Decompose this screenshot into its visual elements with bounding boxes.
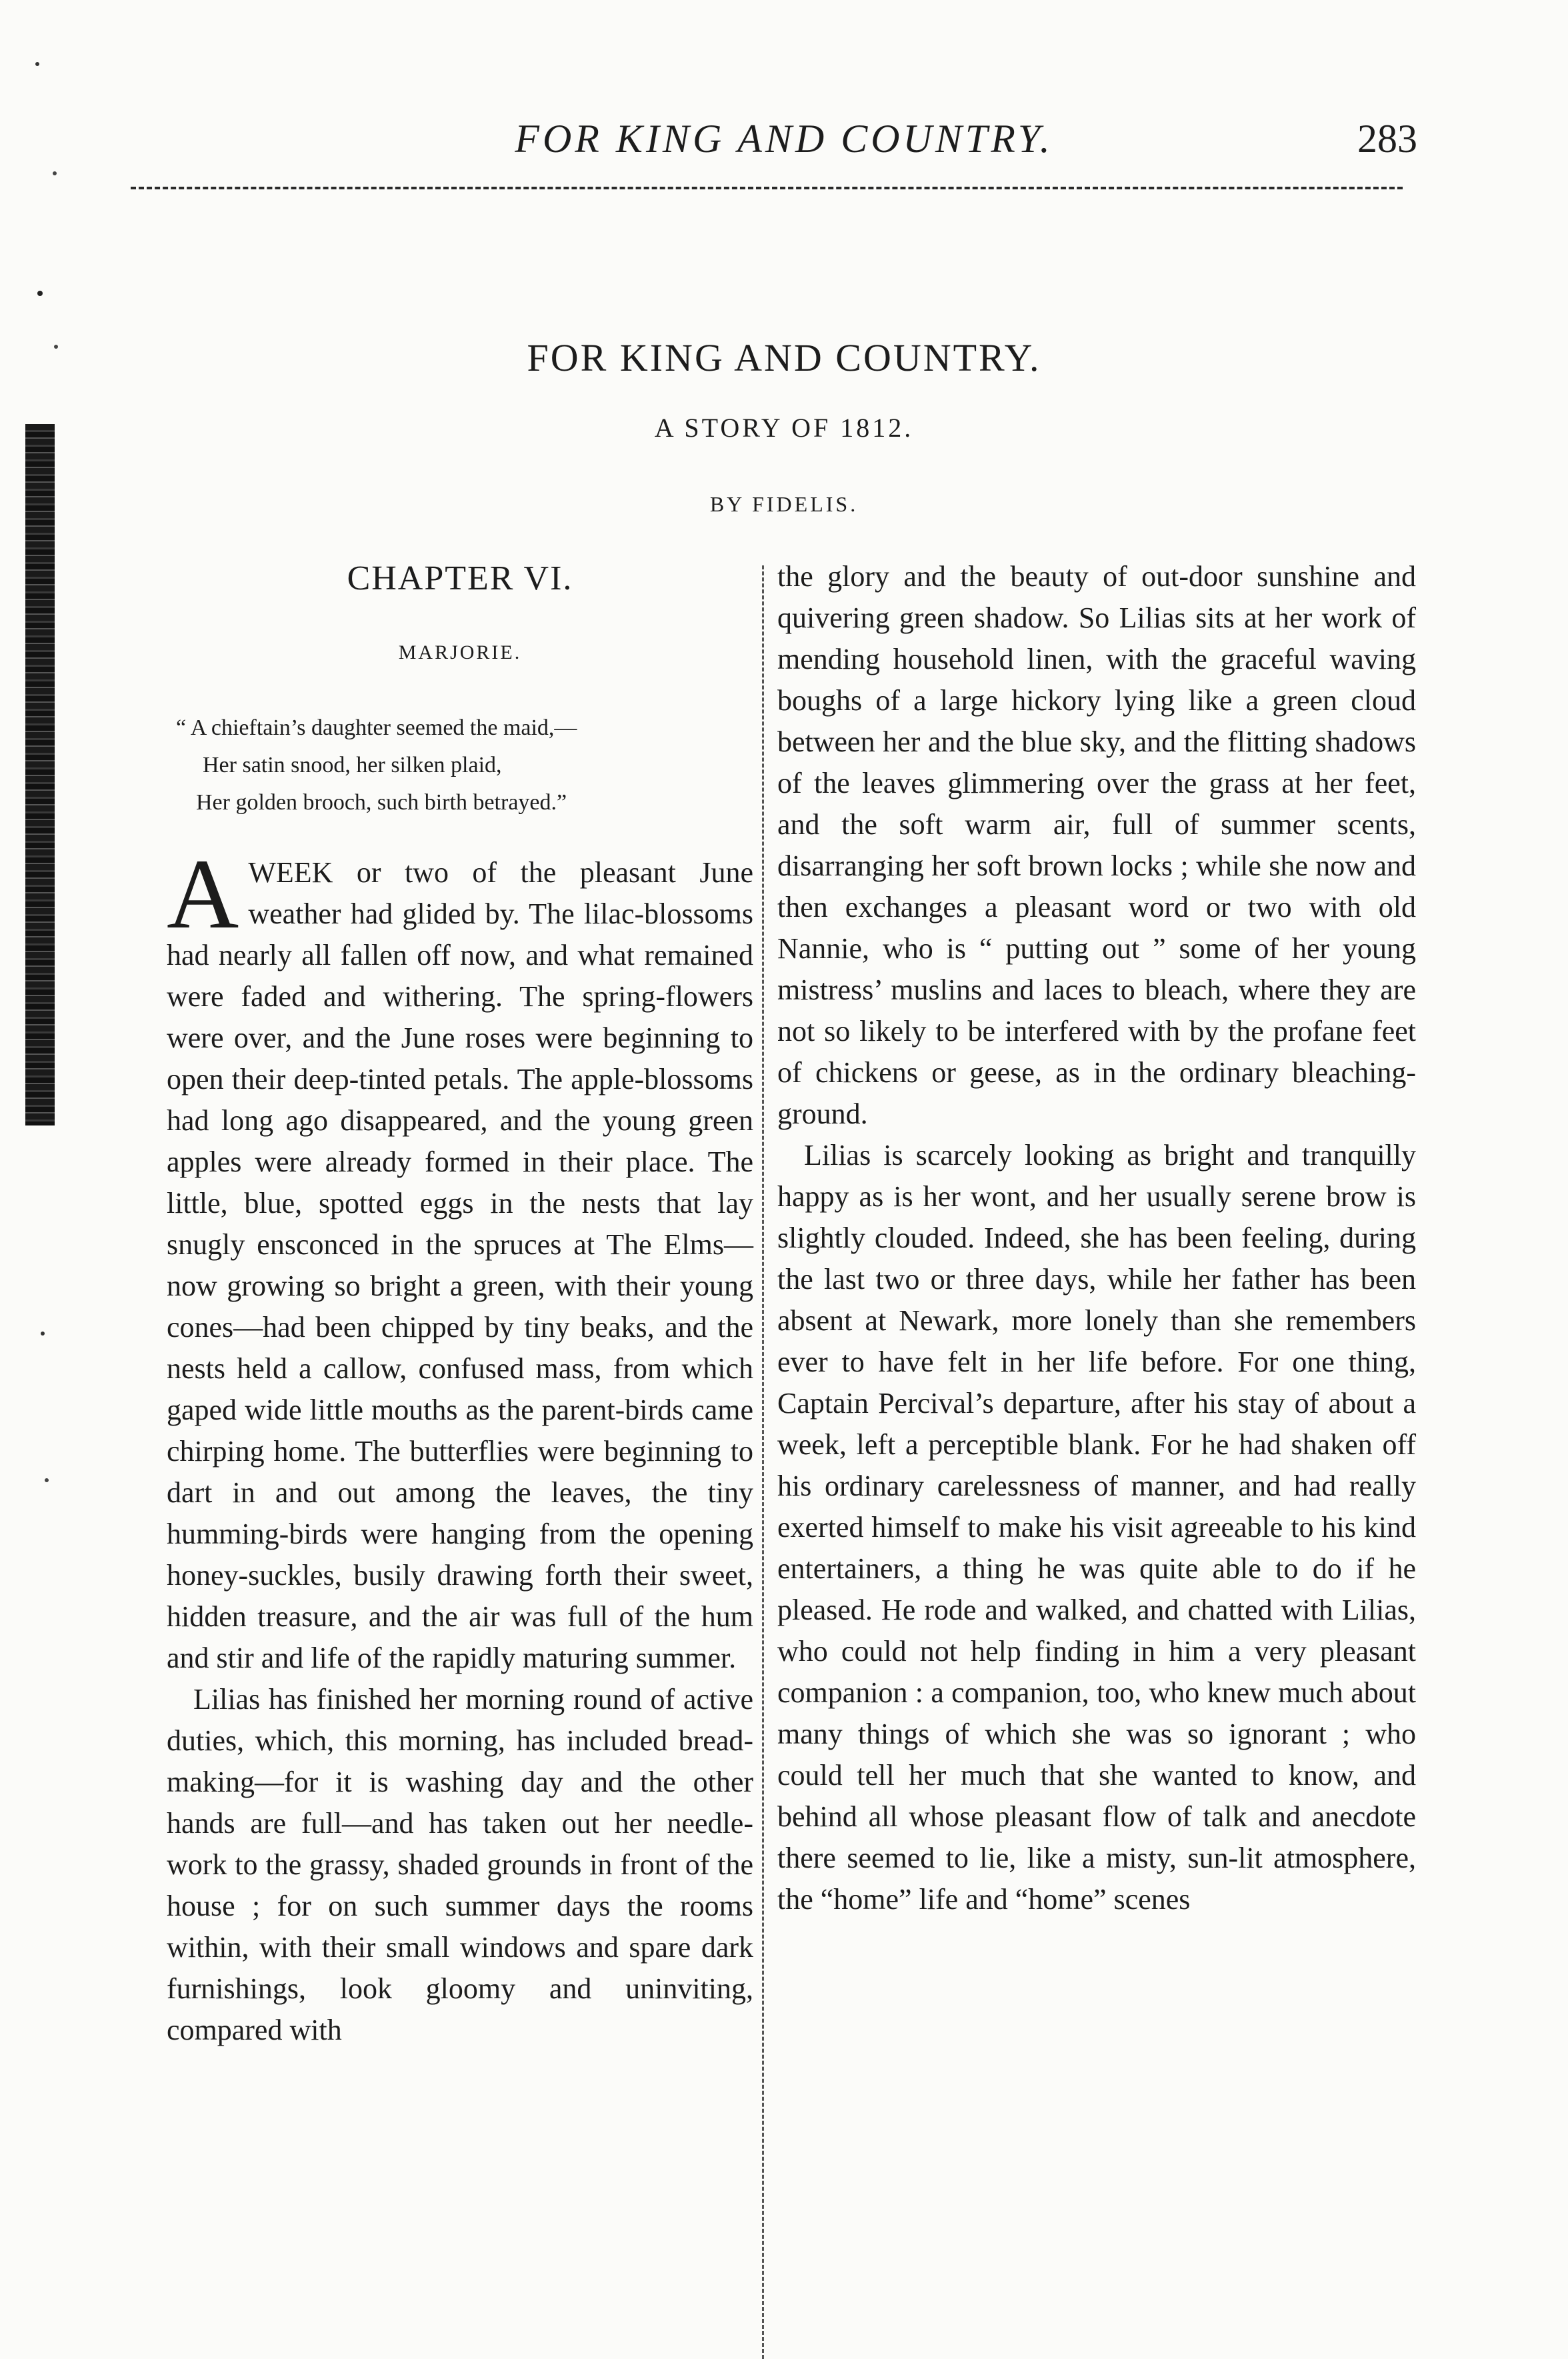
paragraph: the glory and the beauty of out-door sunshine and quivering green shadow. So Lilias sits at her work of mending household linen, with the graceful waving boughs of a large hickory lying like a green cloud between her and the blue sky, and the flitting shadows of the leaves glimmering over the grass at her feet, and the soft warm air, full of summer scents, disarranging her soft brown locks ; while she now and then exchanges a pleasant word or two with old Nannie, who is “ putting out ” some of her young mistress’ muslins and laces to bleach, where they are not so likely to be interfered with by the profane feet of chickens or geese, as in the ordinary bleaching-ground.	[777, 560, 1416, 1130]
epigraph-line: Her satin snood, her silken plaid,	[203, 753, 502, 777]
story-title: FOR KING AND COUNTRY.	[527, 336, 1041, 379]
paragraph	[167, 839, 753, 1679]
running-head	[0, 101, 1568, 161]
paragraph: Lilias has finished her morning round of active duties, which, this morning, has included bread-making—for it is washing day and the other hands are full—and has taken out her needle-work to the grassy, shaded grounds in front of the house ; for on such summer days the rooms within, with their small windows and spare dark furnishings, look gloomy and uninviting, compared with	[167, 1683, 753, 2046]
header-rule	[131, 187, 1403, 189]
paragraph: Lilias is scarcely looking as bright and tranquilly happy as is her wont, and her usually serene brow is slightly clouded. Indeed, she has been feeling, during the last two or three days, while her father has been absent at Newark, more lonely than she remembers ever to have felt in her life before. For one thing, Captain Percival’s departure, after his stay of about a week, left a perceptible blank. For he had shaken off his ordinary carelessness of manner, and had really exerted himself to make his visit agreeable to his kind entertainers, a thing he was quite able to do if he pleased. He rode and walked, and chatted with Lilias, who could not help finding in him a very pleasant companion : a companion, too, who knew much about many things of which she was so ignorant ; who could tell her much that she wanted to know, and behind all whose pleasant flow of talk and anecdote there seemed to lie, like a misty, sun-lit atmosphere, the “home” life and “home” scenes	[777, 1139, 1416, 1916]
paragraph-text: WEEK or two of the pleasant June weather had glided by. The lilac-blossoms had nearly all fallen off now, and what remained were faded and withering. The spring-flowers were over, and the June roses were beginning to open their deep-tinted petals. The apple-blossoms had long ago disappeared, and the young green apples were already formed in their place. The little, blue, spotted eggs in the nests that lay snugly ensconced in the spruces at The Elms—now growing so bright a green, with their young cones—had been chipped by tiny beaks, and the nests held a callow, confused mass, from which gaped wide little mouths as the parent-birds came chirping home. The butterflies were beginning to dart in and out among the leaves, the tiny humming-birds were hanging from the opening honey-suckles, busily drawing forth their sweet, hidden treasure, and the air was full of the hum and stir and life of the rapidly maturing summer.	[167, 856, 753, 1674]
epigraph-line: “ A chieftain’s daughter seemed the maid,—	[176, 715, 577, 740]
byline: BY FIDELIS.	[709, 492, 859, 516]
right-column-text	[777, 556, 1416, 1920]
running-head-title: FOR KING AND COUNTRY.	[515, 117, 1053, 161]
chapter-number: CHAPTER VI.	[347, 559, 573, 597]
drop-cap: A	[167, 839, 239, 949]
epigraph	[167, 709, 753, 821]
left-column-text	[167, 839, 753, 2051]
story-subtitle: A STORY OF 1812.	[654, 413, 914, 443]
column-divider	[762, 565, 764, 2359]
page-number: 283	[1357, 117, 1417, 161]
scan-specks	[13, 53, 67, 1520]
epigraph-line: Her golden brooch, such birth betrayed.”	[196, 790, 567, 815]
chapter-title: MARJORIE.	[398, 641, 522, 663]
